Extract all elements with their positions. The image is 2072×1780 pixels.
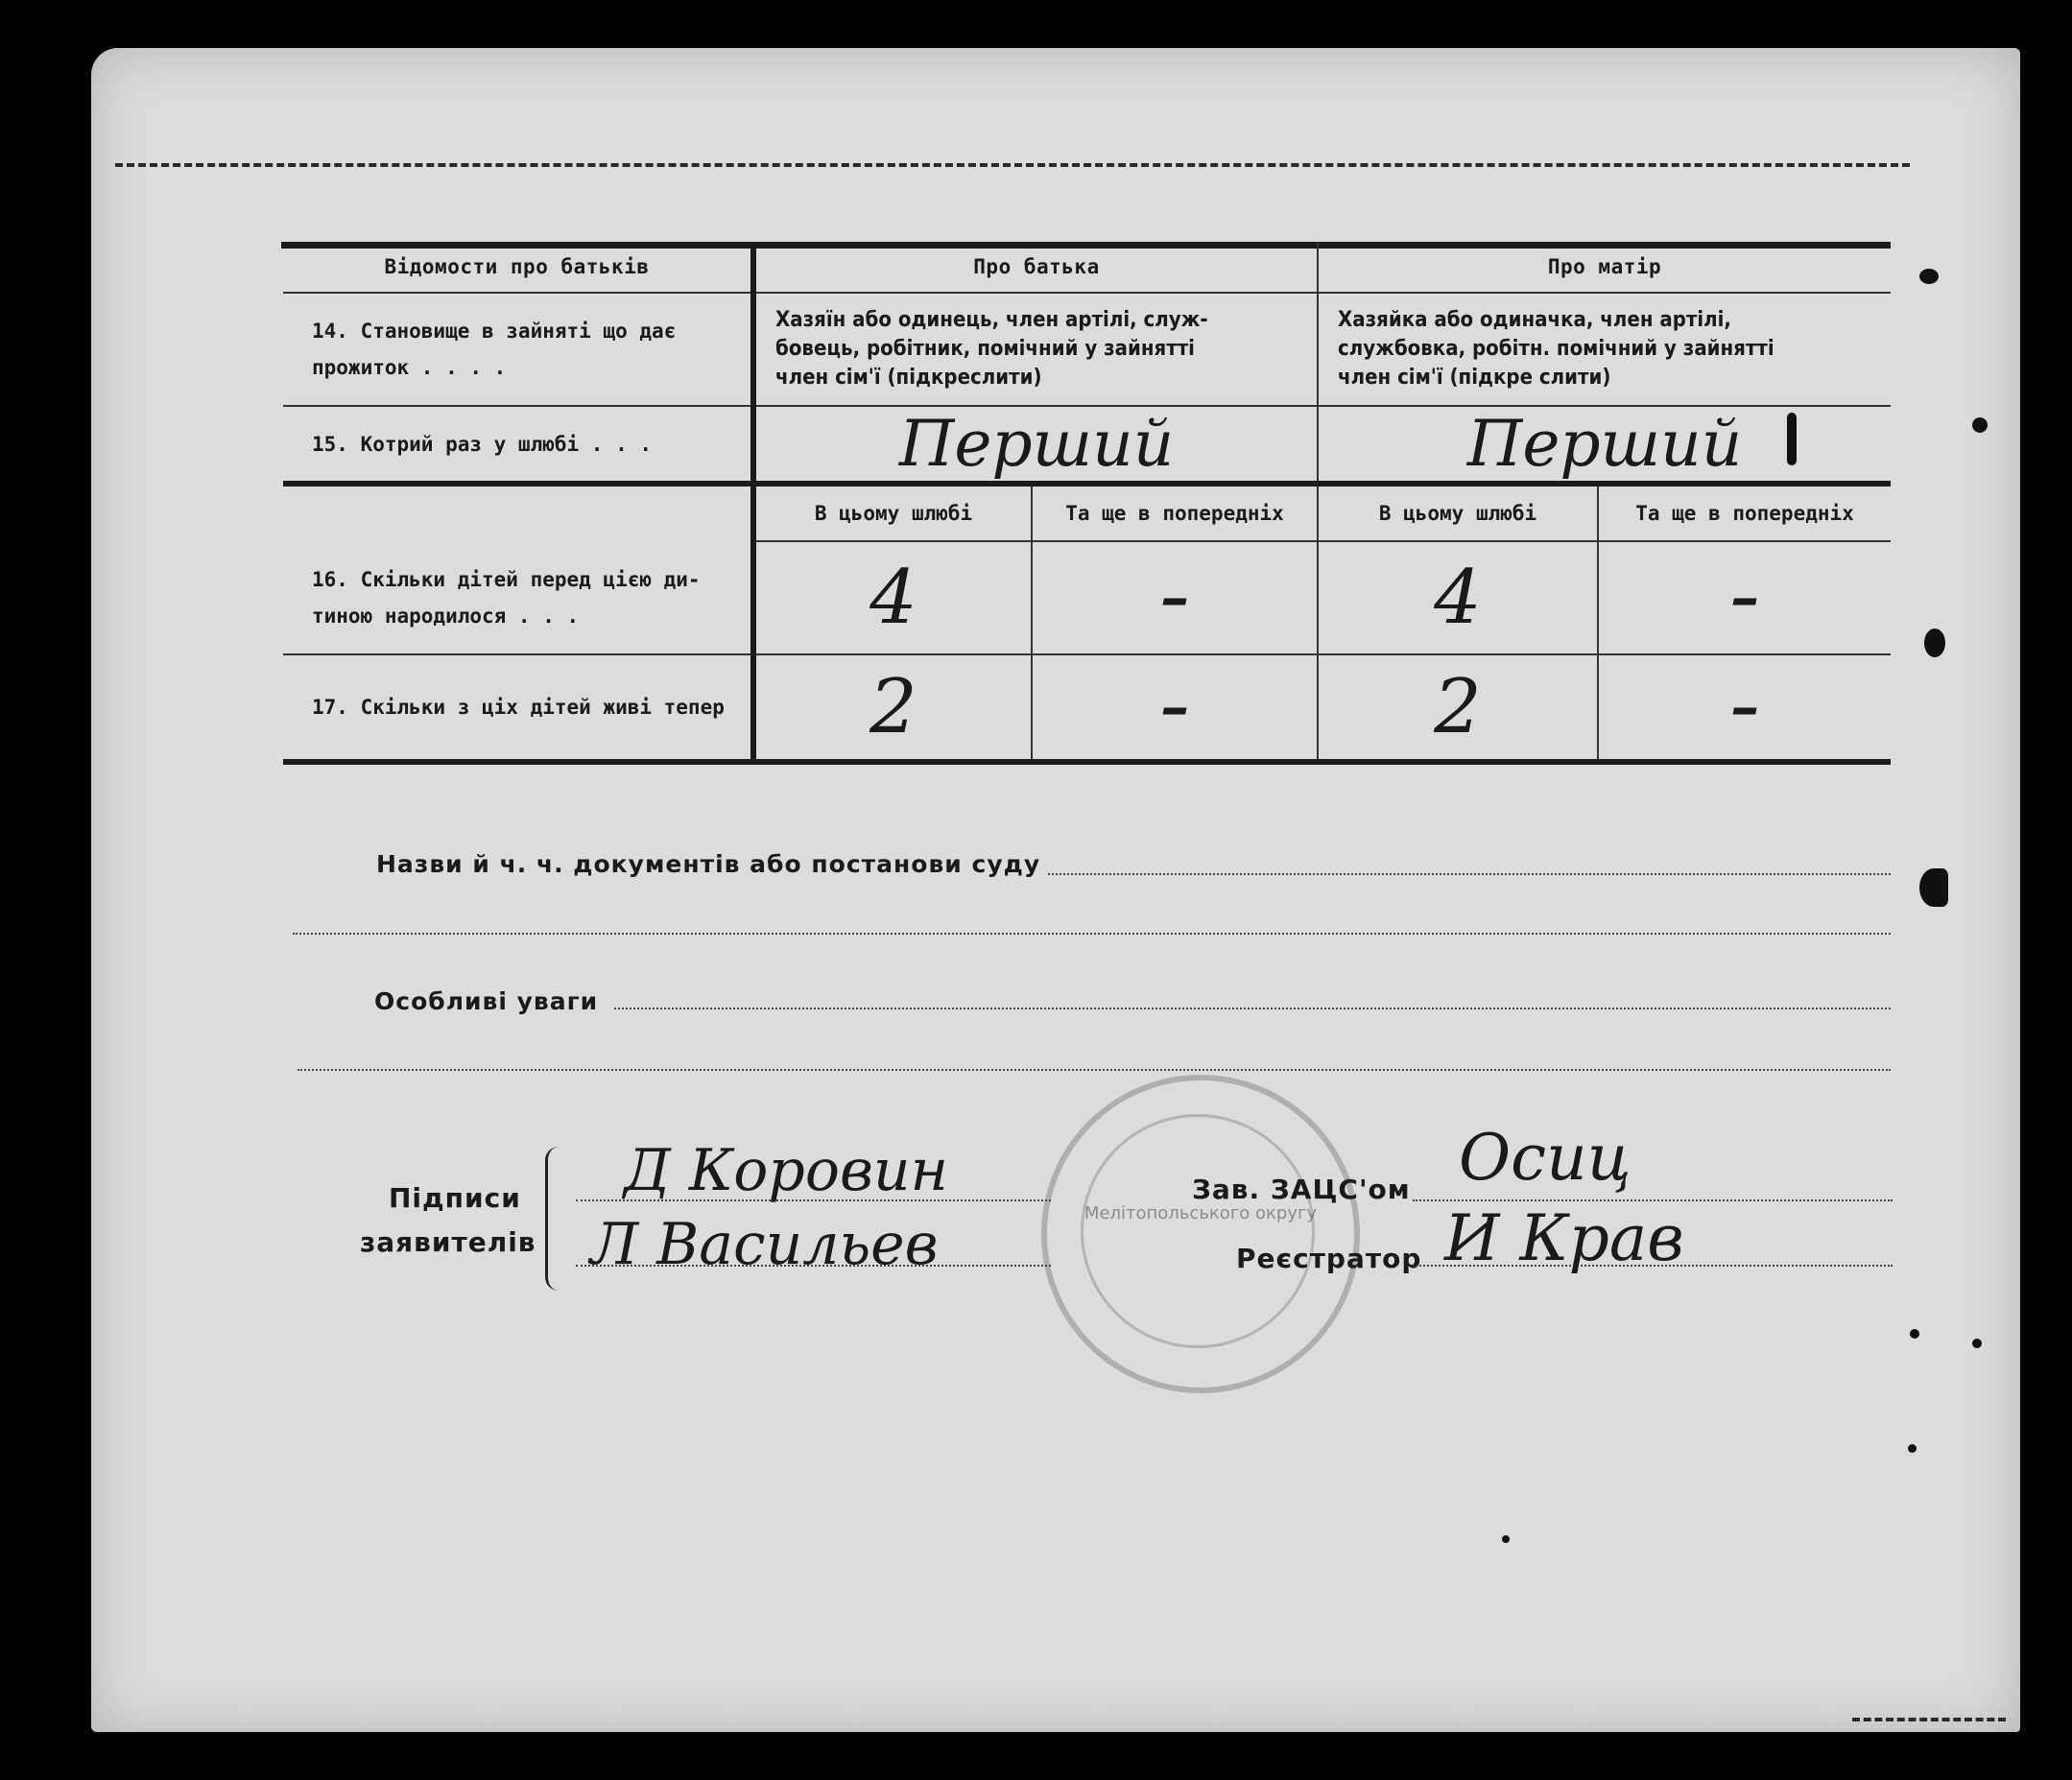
subheader-row xyxy=(283,484,1891,541)
registrar-label: Реєстратор xyxy=(1236,1243,1422,1274)
row-17-father-prev: – xyxy=(1032,654,1318,762)
applicants-brace xyxy=(545,1147,567,1291)
row-17-children-alive xyxy=(283,654,1891,762)
row-14-label-line1: 14. Становище в зайняті що дає xyxy=(312,320,677,343)
ink-spot xyxy=(1972,1339,1982,1348)
remarks-dotted-line-2 xyxy=(298,1069,1891,1071)
row-14-label-line2: прожиток . . . . xyxy=(312,356,507,379)
official-stamp xyxy=(1041,1075,1360,1393)
ink-spot xyxy=(1919,269,1939,284)
subheader-father-prev: Та ще в попередніх xyxy=(1032,484,1318,541)
ink-spot xyxy=(1787,413,1797,465)
row-14-father-line3: член сім'ї (підкреслити) xyxy=(775,366,1042,390)
row-15-marriage-count xyxy=(283,406,1891,484)
applicant2-signature: Л Васильев xyxy=(590,1211,939,1278)
row-15-mother-value: Перший xyxy=(1318,406,1891,484)
row-14-mother-line2: службовка, робітн. помічний у зайнятті xyxy=(1338,337,1774,361)
row-17-mother-prev: – xyxy=(1598,654,1891,762)
header-father: Про батька xyxy=(753,242,1318,293)
header-mother: Про матір xyxy=(1318,242,1891,293)
perforation-line-top xyxy=(115,163,1910,167)
subheader-empty xyxy=(283,484,753,541)
documents-label: Назви й ч. ч. документів або постанови суду xyxy=(376,850,1041,878)
row-16-label xyxy=(283,541,753,654)
row-16-label-line2: тиною народилося . . . xyxy=(312,604,580,628)
row-17-label: 17. Скільки з ціх дітей живі тепер xyxy=(283,654,753,762)
remarks-dotted-line xyxy=(614,1008,1891,1009)
table-header-row xyxy=(283,242,1891,293)
subheader-mother-prev: Та ще в попередніх xyxy=(1598,484,1891,541)
applicants-label-line1: Підписи xyxy=(389,1182,521,1214)
documents-dotted-line-2 xyxy=(293,933,1891,935)
ink-spot xyxy=(1972,417,1988,433)
row-15-label: 15. Котрий раз у шлюбі . . . xyxy=(283,406,753,484)
stamp-text: Мелітопольського округу xyxy=(1084,1203,1318,1223)
remarks-label: Особливі уваги xyxy=(374,987,599,1015)
row-16-label-line1: 16. Скільки дітей перед цією ди- xyxy=(312,567,701,591)
row-16-children-born xyxy=(283,541,1891,654)
row-14-mother-options xyxy=(1318,293,1891,406)
stamp-inner-ring xyxy=(1081,1114,1315,1348)
row-16-father-this: 4 xyxy=(753,541,1032,654)
ink-spot xyxy=(1910,1329,1919,1339)
subheader-father-this: В цьому шлюбі xyxy=(753,484,1032,541)
perforation-line-bottom xyxy=(1852,1718,2006,1721)
row-16-father-prev: – xyxy=(1032,541,1318,654)
ink-spot xyxy=(1919,868,1948,907)
ink-spot xyxy=(1908,1444,1917,1453)
row-14-label xyxy=(283,293,753,406)
row-14-father-line1: Хазяїн або одинець, член артілі, служ- xyxy=(775,308,1208,332)
ink-spot xyxy=(1502,1535,1510,1543)
row-14-occupation xyxy=(283,293,1891,406)
row-14-mother-line3: член сім'ї (підкре слити) xyxy=(1338,366,1611,390)
row-16-mother-this: 4 xyxy=(1318,541,1598,654)
head-zags-label: Зав. ЗАЦС'ом xyxy=(1192,1174,1411,1205)
subheader-mother-this: В цьому шлюбі xyxy=(1318,484,1598,541)
row-14-mother-line1: Хазяйка або одиначка, член артілі, xyxy=(1338,308,1731,332)
row-17-father-this: 2 xyxy=(753,654,1032,762)
ink-spot xyxy=(1924,629,1945,657)
row-16-mother-prev: – xyxy=(1598,541,1891,654)
header-parents-info: Відомости про батьків xyxy=(283,242,753,293)
registrar-signature: И Крав xyxy=(1444,1201,1684,1275)
head-signature: Осиц xyxy=(1459,1121,1631,1195)
applicant1-signature: Д Коровин xyxy=(624,1137,949,1204)
row-14-father-line2: бовець, робітник, помічний у зайнятті xyxy=(775,337,1195,361)
documents-dotted-line xyxy=(1048,873,1891,875)
row-15-father-value: Перший xyxy=(753,406,1318,484)
parents-info-table xyxy=(283,242,1891,765)
row-14-father-options xyxy=(753,293,1318,406)
row-17-mother-this: 2 xyxy=(1318,654,1598,762)
applicants-label-line2: заявителів xyxy=(360,1226,536,1258)
